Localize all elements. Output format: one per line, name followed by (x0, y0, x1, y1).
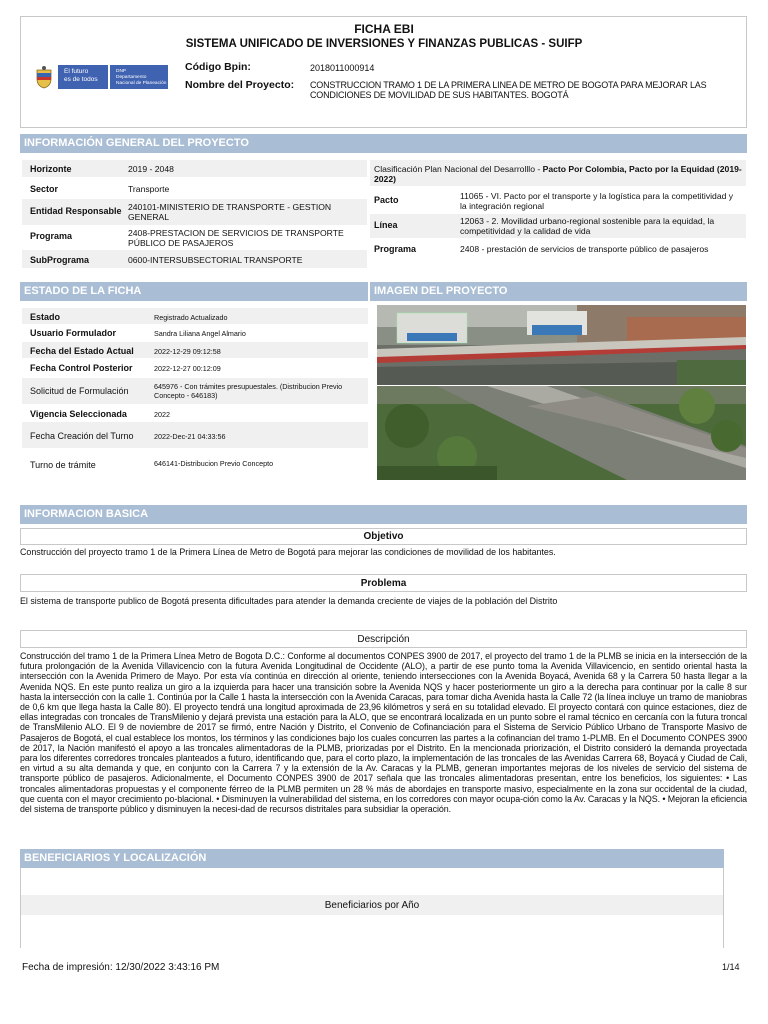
solicitud-label: Solicitud de Formulación (30, 386, 129, 396)
subprograma-value: 0600-INTERSUBSECTORIAL TRANSPORTE (128, 255, 303, 265)
section-beneficiarios: BENEFICIARIOS Y LOCALIZACIÓN (20, 849, 724, 868)
fecha-estado-label: Fecha del Estado Actual (30, 346, 134, 356)
logo-text-1: El futuro (64, 68, 89, 75)
print-date-label: Fecha de impresión: (22, 962, 113, 973)
beneficiarios-subtitle: Beneficiarios por Año (324, 900, 420, 911)
bpin-value: 2018011000914 (310, 63, 375, 73)
objetivo-text: Construcción del proyecto tramo 1 de la Primera Línea de Metro de Bogotá para mejorar las condiciones de movilidad de los habitantes. (20, 547, 556, 557)
plan-title (374, 164, 742, 184)
print-date (22, 962, 219, 973)
estado-table (22, 304, 368, 480)
government-logo (30, 63, 170, 91)
section-estado: ESTADO DE LA FICHA (20, 282, 368, 301)
programa-value: 2408-PRESTACION DE SERVICIOS DE TRANSPORTE PÚBLICO DE PASAJEROS (128, 228, 344, 248)
fecha-turno-value: 2022-Dec-21 04:33:56 (154, 432, 226, 441)
descripcion-text: Construcción del tramo 1 de la Primera Línea Metro de Bogota D.C.: Conforme al documentos CONPES 3900 de 2017, el proyecto del tramo 1 de la PLMB se inicia en la intersección de la futura prolongación de la Avenida Villavicencio con la futura Avenida Longitudinal de Occidente (ALO), a partir de ese punto toma la Avenida Villavicencio, en sentido oriental hasta la intersección con la Avenida Primero de Mayo. Por esta vía continúa en dirección al oriente, teniendo intersecciones con la Avenida Boyacá, Avenida 68 y la Carrera 50 hasta llegar a la Avenida NQS. En este punto realiza un giro a la izquierda para hacer una transición sobre la Avenida NQS y hacer posteriormente un giro a la derecha para continuar por la calle 8 sur hasta la intersección con la calle 1. Continúa por la Calle 1 hasta la intersección con la Avenida Caracas, para tomar dicha Avenida hasta la Calle 72 (la línea incluye un tramo de maniobras de 0,6 km que llega hasta la Calle 80). El proyecto tendrá una longitud aproximada de 23,96 kilómetros y será en su totalidad elevado. El proyecto contará con quince estaciones, diez de ellas integradas con troncales de TransMilenio y dejará prevista una estación para la ALO, que se encontrará localizada en un punto sobre el ramal técnico en cercanía con la futura troncal de TransMilenio ALO. El 9 de noviembre de 2017 se firmó, entre Nación y Distrito, el Convenio de Cofinanciación para el Sistema de Servicio Público Urbano de Transporte Masivo de Pasajeros de Bogotá, el cual establece los montos, los términos y las condiciones bajo los cuales concurren las partes a la cofinancian del tramo 1-PLMB. En el Documento CONPES 3900 de 2017, la Nación manifestó el apoyo a las troncales alimentadoras de la PLMB, priorizadas por el Distrito. En la mencionada priorización, el Distrito consideró la demanda proyectada para los diferentes corredores troncales planteados a futuro, identificando que, para el corto plazo, la implementación de las troncales de las Avenidas Carrera 68, Boyacá y Ciudad de Cali, en virtud a su alta demanda y que, en conjunto con la Carrera 7 y la extensión de la Av. Caracas y la PLMB, generan importantes mejoras de los niveles de servicio del sistema de transporte público de pasajeros. Adicionalmente, el Documento CONPES 3900 de 2017 señala que las troncales alimentadoras presentan, entre los beneficios, los siguientes: • Las troncales alimentadoras propuestas y el componente férreo de la PLMB permiten un 28 % más de abordajes en transporte masivo, especialmente en la zona sur occidental de la ciudad, que cuenta con el mayor crecimiento po-blacional. • Disminuyen la vulnerabilidad del sistema, en los corredores con mayor ocupa-ción como la Av. Caracas y la NQS. • Mejoran la eficiencia del sistema de transporte público y disminuyen la necesi-dad de recursos distritales para subsidiar la operación. (20, 651, 748, 815)
logo-text-2: es de todos (64, 76, 98, 83)
problema-text: El sistema de transporte publico de Bogotá presenta dificultades para atender la demanda creciente de viajes de la población del Distrito (20, 596, 558, 606)
descripcion-title: Descripción (20, 630, 747, 648)
fecha-estado-value: 2022-12-29 09:12:58 (154, 347, 221, 356)
bpin-label: Código Bpin: (185, 61, 251, 73)
linea-value: 12063 - 2. Movilidad urbano-regional sostenible para la equidad, la competitividad y la calidad de vida (460, 216, 715, 236)
programa-label: Programa (30, 231, 73, 241)
entidad-value: 240101-MINISTERIO DE TRANSPORTE - GESTION GENERAL (128, 202, 332, 222)
project-image-top (377, 305, 746, 385)
page-number: 1/14 (722, 962, 740, 972)
usuario-label: Usuario Formulador (30, 328, 117, 338)
pacto-value: 11065 - VI. Pacto por el transporte y la logística para la competitividad y la integración regional (460, 191, 734, 211)
futuro-badge (58, 65, 108, 89)
horizonte-label: Horizonte (30, 164, 72, 174)
page-subtitle: SISTEMA UNIFICADO DE INVERSIONES Y FINANZAS PUBLICAS - SUIFP (185, 38, 583, 50)
linea-label: Línea (374, 220, 398, 230)
section-basica: INFORMACION BASICA (20, 505, 747, 524)
estado-value: Registrado Actualizado (154, 313, 228, 322)
logo-dnp-2: Departamento (116, 74, 147, 80)
vigencia-label: Vigencia Seleccionada (30, 409, 127, 419)
entidad-label: Entidad Responsable (30, 206, 122, 216)
programa-plan-value: 2408 - prestación de servicios de transporte público de pasajeros (460, 244, 709, 254)
objetivo-title: Objetivo (20, 528, 747, 545)
nombre-value: CONSTRUCCION TRAMO 1 DE LA PRIMERA LINEA DE METRO DE BOGOTA PARA MEJORAR LAS CONDICIONES DE MOVILIDAD DE SUS HABITANTES. BOGOTÁ (310, 80, 707, 100)
estado-label: Estado (30, 312, 61, 322)
pacto-label: Pacto (374, 195, 399, 205)
plan-prefix: Clasificación Plan Nacional del Desarrolllo - (374, 164, 543, 174)
sector-value: Transporte (128, 184, 170, 194)
section-imagen: IMAGEN DEL PROYECTO (370, 282, 747, 301)
problema-title: Problema (20, 574, 747, 592)
usuario-value: Sandra Liliana Angel Almario (154, 329, 246, 338)
logo-dnp-1: DNP (116, 69, 127, 74)
subprograma-label: SubPrograma (30, 255, 90, 265)
project-image-bottom (377, 386, 746, 480)
horizonte-value: 2019 - 2048 (128, 164, 174, 174)
turno-label: Turno de trámite (30, 460, 96, 470)
print-date-value: 12/30/2022 3:43:16 PM (115, 962, 220, 973)
fecha-control-value: 2022-12-27 00:12:09 (154, 364, 221, 373)
sector-label: Sector (30, 184, 59, 194)
solicitud-value: 645976 - Con trámites presupuestales. (Distribucion Previo Concepto - 646183) (154, 382, 343, 400)
vigencia-value: 2022 (154, 410, 170, 419)
page-title: FICHA EBI (354, 22, 414, 36)
plan-name: Pacto Por Colombia, Pacto por la Equidad (2019-2022) (374, 164, 742, 184)
row-bg (22, 160, 367, 177)
section-general: INFORMACIÓN GENERAL DEL PROYECTO (20, 134, 747, 153)
fecha-turno-label: Fecha Creación del Turno (30, 431, 134, 441)
logo-dnp-3: Nacional de Planeación (116, 80, 167, 86)
fecha-control-label: Fecha Control Posterior (30, 363, 133, 373)
general-table (22, 157, 367, 272)
nombre-label: Nombre del Proyecto: (185, 79, 295, 91)
plan-table (370, 157, 746, 272)
turno-value: 646141-Distribucion Previo Concepto (154, 459, 274, 468)
programa-plan-label: Programa (374, 244, 417, 254)
coat-of-arms-icon (34, 65, 54, 89)
dnp-badge (110, 65, 168, 89)
